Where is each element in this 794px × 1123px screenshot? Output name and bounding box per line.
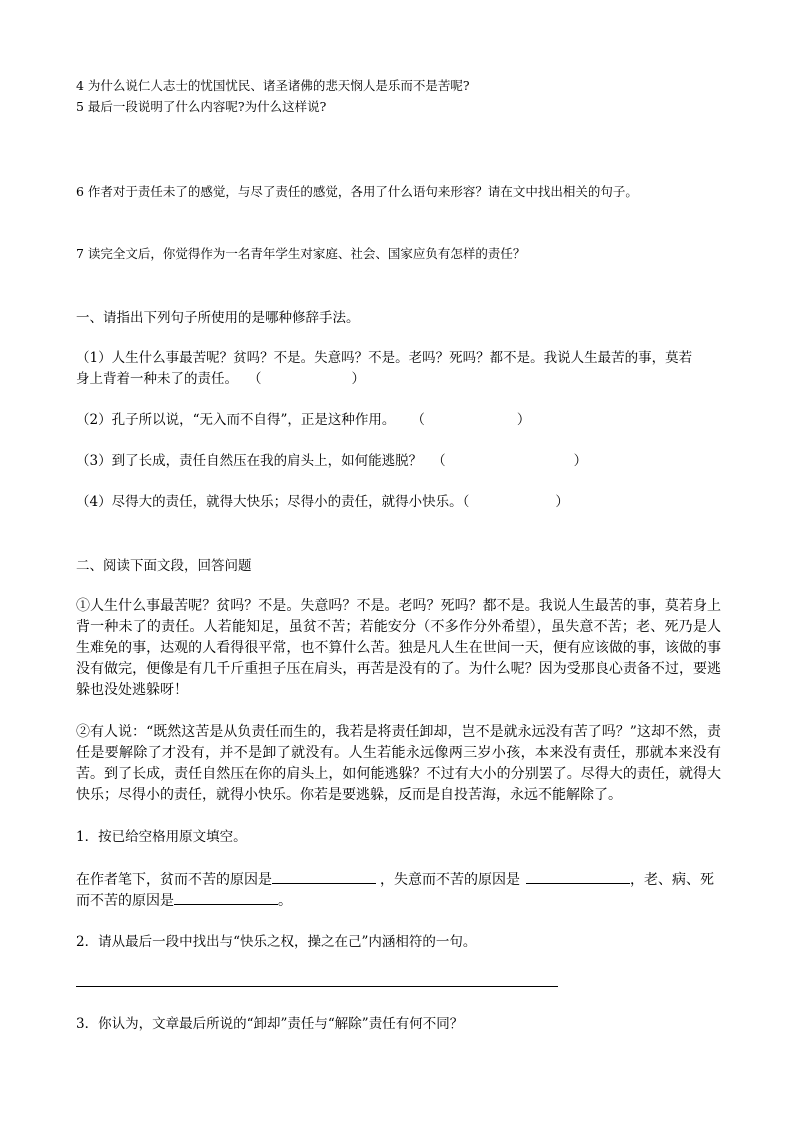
- section2-title: 二、阅读下面文段，回答问题: [76, 558, 252, 574]
- item1-text: 身上背着一种未了的责任。: [76, 371, 238, 387]
- item4-text: （4）尽得大的责任，就得大快乐；尽得小的责任，就得小快乐。: [76, 494, 463, 510]
- section1-item2: [76, 410, 726, 430]
- question-6: 6 作者对于责任未了的感觉，与尽了责任的感觉，各用了什么语句来形容？请在文中找出相关的句子。: [76, 184, 638, 199]
- subquestion-1-line1: [76, 869, 726, 890]
- subquestion-3-title: 3．你认为，文章最后所说的“卸却”责任与“解除”责任有何不同？: [76, 1016, 464, 1032]
- passage-paragraph-2: ②有人说：“既然这苦是从负责任而生的，我若是将责任卸却，岂不是就永远没有苦了吗？”这却不然，责任是要解除了才没有，并不是卸了就没有。人生若能永远像两三岁小孩，本来没有责任，那就本来没有苦。到了长成，责任自然压在你的肩头上，如何能逃躲？不过有大小的分别罢了。尽得大的责任，就得大快乐；尽得小的责任，就得小快乐。你若是要逃躲，反而是自投苦海，永远不能解除了。: [76, 724, 721, 803]
- item3-text: （3）到了长成，责任自然压在我的肩头上，如何能逃脱？: [76, 453, 423, 469]
- sq1-blank-1[interactable]: [272, 869, 376, 884]
- sq1-text-b: ，失意而不苦的原因是: [380, 872, 520, 888]
- section1-title: 一、请指出下列句子所使用的是哪种修辞手法。: [76, 310, 360, 326]
- sq1-blank-3[interactable]: [174, 890, 278, 905]
- sq1-text-a: 在作者笔下，贫而不苦的原因是: [76, 872, 272, 888]
- subquestion-1-line2: [76, 890, 726, 911]
- section1-item1-line1: （1）人生什么事最苦呢？贫吗？不是。失意吗？不是。老吗？死吗？都不是。我说人生最苦的事，莫若: [76, 350, 693, 366]
- item2-paren-close: ）: [516, 412, 531, 428]
- item1-paren-open: （: [248, 371, 262, 387]
- section1-item3: [76, 451, 726, 471]
- question-4: 4 为什么说仁人志士的忧国忧民、诸圣诸佛的悲天悯人是乐而不是苦呢?: [76, 78, 470, 93]
- item1-paren-close: ）: [351, 371, 365, 387]
- question-5: 5 最后一段说明了什么内容呢?为什么这样说?: [76, 99, 327, 114]
- answer-line[interactable]: [76, 986, 558, 987]
- item3-paren-open: （: [432, 453, 446, 469]
- item3-paren-close: ）: [573, 453, 588, 469]
- subquestion-2-title: 2．请从最后一段中找出与“快乐之权，操之在己”内涵相符的一句。: [76, 934, 477, 950]
- item4-paren-close: ）: [555, 494, 569, 510]
- item4-paren-open: （: [462, 494, 470, 510]
- section1-item1-line2: [76, 369, 726, 389]
- sq1-text-c: ，老、病、死: [630, 872, 714, 888]
- question-7: 7 读完全文后，你觉得作为一名青年学生对家庭、社会、国家应负有怎样的责任？: [76, 246, 526, 261]
- sq1-text-e: 。: [278, 893, 292, 909]
- section1-item4: [76, 492, 726, 512]
- sq1-text-d: 而不苦的原因是: [76, 893, 174, 909]
- passage-paragraph-1: ①人生什么事最苦呢？贫吗？不是。失意吗？不是。老吗？死吗？都不是。我说人生最苦的事，莫若身上背一种未了的责任。人若能知足，虽贫不苦；若能安分（不多作分外希望），虽失意不苦；老、死乃是人生难免的事，达观的人看得很平常，也不算什么苦。独是凡人生在世间一天，便有应该做的事，该做的事没有做完，便像是有几千斤重担子压在肩头，再苦是没有的了。为什么呢？因为受那良心责备不过，要逃躲也没处逃躲呀！: [76, 598, 721, 698]
- subquestion-1-title: 1．按已给空格用原文填空。: [76, 829, 247, 845]
- item2-text: （2）孔子所以说，“无入而不自得”，正是这种作用。: [76, 412, 396, 428]
- item2-paren-open: （: [411, 412, 425, 428]
- sq1-blank-2[interactable]: [526, 869, 630, 884]
